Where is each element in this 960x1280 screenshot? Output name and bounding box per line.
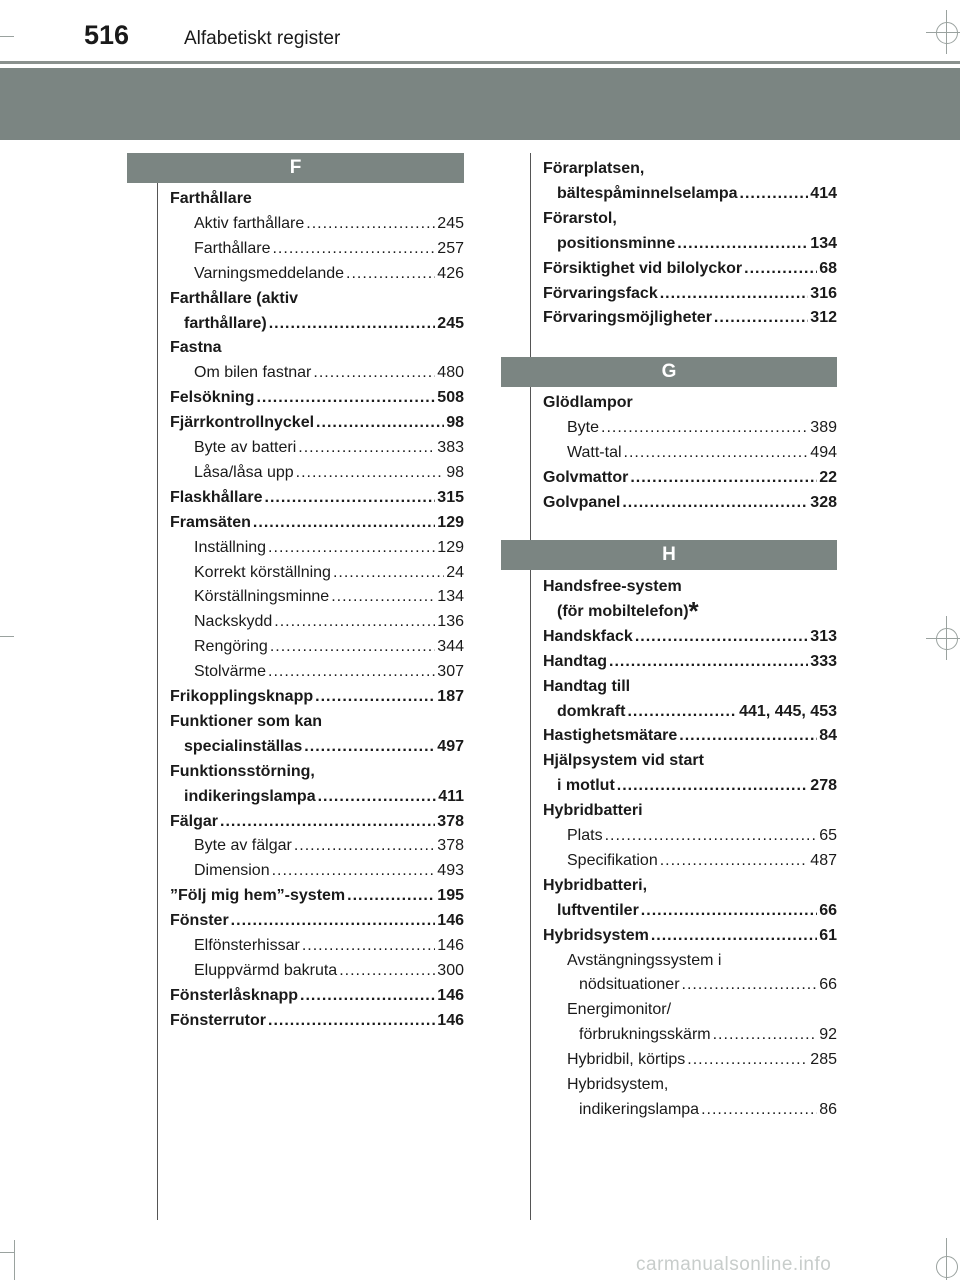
dot-leader xyxy=(306,212,435,237)
index-entry-label: Byte av fälgar xyxy=(194,837,292,855)
index-entry-page: 487 xyxy=(810,851,837,869)
dot-leader xyxy=(630,466,817,491)
index-entry-label: Farthållare xyxy=(194,239,271,257)
index-entry xyxy=(579,973,837,998)
index-entry-label: Dimension xyxy=(194,862,270,880)
index-entry-label: Specifikation xyxy=(567,851,658,869)
index-entry-label: Körställningsminne xyxy=(194,588,330,606)
index-entry-page: 411 xyxy=(438,787,464,805)
index-entry-label: Hybridsystem, xyxy=(567,1076,669,1093)
right-column-rule xyxy=(530,153,531,1220)
dot-leader xyxy=(231,909,436,934)
crop-mark xyxy=(0,36,14,37)
dot-leader xyxy=(268,660,435,685)
index-entry-label: Varningsmeddelande xyxy=(194,264,345,282)
index-entry-page: 328 xyxy=(810,493,837,511)
dot-leader xyxy=(622,491,808,516)
index-entry xyxy=(543,749,704,774)
index-entry xyxy=(543,257,837,282)
index-entry xyxy=(567,998,671,1023)
index-entry-label: nödsituationer xyxy=(579,976,680,994)
index-entry xyxy=(170,386,464,411)
index-entry xyxy=(543,625,837,650)
index-entry-page: 98 xyxy=(446,414,464,432)
index-entry-label: Farthållare (aktiv xyxy=(170,289,299,307)
index-entry xyxy=(170,336,222,361)
dot-leader xyxy=(256,386,435,411)
index-entry xyxy=(543,650,837,675)
index-entry xyxy=(567,1048,837,1073)
dot-leader xyxy=(315,685,435,710)
dot-leader xyxy=(274,610,435,635)
index-entry-label: domkraft xyxy=(557,702,626,720)
crop-mark xyxy=(0,636,14,637)
index-entry-page: 333 xyxy=(810,652,837,670)
index-entry-label: Hybridbil, körtips xyxy=(567,1051,686,1069)
index-entry-label: Korrekt körställning xyxy=(194,563,331,581)
index-entry-label: positionsminne xyxy=(557,234,676,252)
index-entry xyxy=(194,660,464,685)
index-entry xyxy=(543,391,633,416)
registration-circle xyxy=(936,628,958,650)
index-entry-label: Felsökning xyxy=(170,389,255,407)
index-entry xyxy=(170,411,464,436)
dot-leader xyxy=(713,1023,818,1048)
index-entry-page: 61 xyxy=(819,926,837,944)
index-entry-label: Elfönsterhissar xyxy=(194,937,300,954)
left-column-rule xyxy=(157,153,158,1220)
index-entry-page: 480 xyxy=(437,364,464,382)
index-entry xyxy=(194,934,464,959)
dot-leader xyxy=(313,361,435,386)
index-entry-page: 315 xyxy=(437,488,464,506)
index-entry xyxy=(170,287,298,312)
index-entry-page: 312 xyxy=(810,309,837,327)
dot-leader xyxy=(635,625,808,650)
dot-leader xyxy=(302,934,435,959)
index-entry xyxy=(194,859,464,884)
index-entry-page: 508 xyxy=(437,389,464,407)
index-entry-page: 344 xyxy=(437,638,464,656)
index-entry-page: 65 xyxy=(819,827,837,844)
index-entry-page: 187 xyxy=(437,688,464,705)
dot-leader xyxy=(298,436,435,461)
index-entry-page: 426 xyxy=(437,264,464,282)
index-entry-label: (för mobiltelefon) xyxy=(557,602,689,620)
dot-leader xyxy=(346,262,435,287)
index-entry-page: 136 xyxy=(437,613,464,631)
dot-leader xyxy=(627,700,737,725)
index-entry-page: 146 xyxy=(437,1011,464,1029)
index-entry-page: 300 xyxy=(437,961,464,979)
dot-leader xyxy=(617,774,809,799)
index-entry-label: Stolvärme xyxy=(194,663,267,681)
index-entry-label: Förvaringsfack xyxy=(543,284,658,302)
index-entry-label: indikeringslampa xyxy=(184,787,316,805)
index-entry xyxy=(170,760,315,785)
index-entry-page: 86 xyxy=(819,1100,837,1118)
index-entry-label: Funktionsstörning, xyxy=(170,762,315,780)
index-entry xyxy=(543,207,617,232)
dot-leader xyxy=(347,884,435,909)
index-entry-label: ”Följ mig hem”-system xyxy=(170,887,346,905)
index-entry xyxy=(170,710,322,735)
dot-leader xyxy=(744,257,817,282)
letter-header-f: F xyxy=(127,153,464,183)
index-entry-label: Avstängningssystem i xyxy=(567,951,722,969)
index-entry xyxy=(557,899,837,924)
dot-leader xyxy=(304,735,435,760)
index-entry xyxy=(194,834,464,859)
letter-header-g: G xyxy=(501,357,837,387)
index-entry-label: indikeringslampa xyxy=(579,1100,700,1118)
index-entry-page: 195 xyxy=(437,887,464,905)
index-entry-label: Förvaringsmöjligheter xyxy=(543,309,712,327)
dot-leader xyxy=(269,312,436,337)
index-entry xyxy=(194,561,464,586)
crop-mark xyxy=(14,1240,15,1280)
index-entry xyxy=(543,466,837,491)
registration-circle xyxy=(936,22,958,44)
index-entry-page: 414 xyxy=(810,184,837,202)
dot-leader xyxy=(300,984,435,1009)
index-entry xyxy=(170,884,464,909)
index-entry-page: 98 xyxy=(446,463,464,481)
index-entry xyxy=(567,824,837,849)
index-entry-page: 285 xyxy=(810,1051,837,1069)
index-entry-page: 383 xyxy=(437,439,464,456)
index-entry xyxy=(194,635,464,660)
dot-leader xyxy=(331,585,435,610)
index-entry xyxy=(184,735,464,760)
index-entry-label: Byte av batteri xyxy=(194,439,297,456)
index-entry-label: Funktioner som kan xyxy=(170,712,323,730)
dot-leader xyxy=(318,785,437,810)
dot-leader xyxy=(687,1048,808,1073)
index-entry-page: 245 xyxy=(437,214,464,232)
header-rule xyxy=(0,61,960,64)
index-entry-page: 257 xyxy=(437,239,464,257)
dot-leader xyxy=(253,511,435,536)
index-entry-label: Flaskhållare xyxy=(170,488,263,506)
dot-leader xyxy=(316,411,444,436)
index-entry xyxy=(579,1098,837,1123)
index-entry-label: Framsäten xyxy=(170,513,251,531)
index-entry xyxy=(543,306,837,331)
index-entry xyxy=(170,685,464,710)
index-entry xyxy=(194,262,464,287)
index-entry xyxy=(567,849,837,874)
index-entry-label: specialinställas xyxy=(184,737,303,755)
dot-leader xyxy=(624,441,809,466)
dot-leader xyxy=(740,182,809,207)
index-entry xyxy=(170,486,464,511)
index-entry xyxy=(543,157,644,182)
index-entry-label: Fjärrkontrollnyckel xyxy=(170,414,315,432)
index-entry xyxy=(170,984,464,1009)
dot-leader xyxy=(701,1098,817,1123)
index-entry xyxy=(543,874,647,899)
index-entry-label: Förarplatsen, xyxy=(543,160,645,177)
index-entry xyxy=(567,416,837,441)
index-entry xyxy=(184,312,464,337)
index-entry xyxy=(170,187,252,212)
dot-leader xyxy=(294,834,435,859)
header-band xyxy=(0,68,960,140)
dot-leader xyxy=(601,416,808,441)
index-entry-label: Glödlampor xyxy=(543,394,633,411)
dot-leader xyxy=(605,824,818,849)
index-entry xyxy=(194,536,464,561)
index-entry-page: 146 xyxy=(437,986,464,1004)
index-entry-label: Byte xyxy=(567,418,600,436)
watermark: carmanualsonline.info xyxy=(636,1254,832,1275)
section-title: Alfabetiskt register xyxy=(184,28,341,49)
index-entry xyxy=(170,1009,464,1034)
index-entry-label: Eluppvärmd bakruta xyxy=(194,961,338,979)
index-entry-page: 378 xyxy=(437,812,464,830)
dot-leader xyxy=(268,536,435,561)
index-entry-label: Farthållare xyxy=(170,190,252,207)
index-entry-page: 316 xyxy=(810,284,837,302)
index-entry xyxy=(170,511,464,536)
index-entry-page: 245 xyxy=(437,314,464,332)
index-entry-page: 307 xyxy=(437,663,464,681)
index-entry xyxy=(557,232,837,257)
index-entry-label: Fastna xyxy=(170,339,222,357)
index-entry-label: Handtag xyxy=(543,652,607,670)
dot-leader xyxy=(268,1009,435,1034)
index-entry-label: förbrukningsskärm xyxy=(579,1026,711,1044)
dot-leader xyxy=(272,237,435,262)
index-entry xyxy=(557,182,837,207)
index-entry-page: 278 xyxy=(810,777,837,795)
crop-mark xyxy=(0,1252,14,1253)
index-entry-label: Aktiv farthållare xyxy=(194,214,305,232)
index-entry-page: 22 xyxy=(819,468,837,486)
index-entry xyxy=(543,675,630,700)
index-entry xyxy=(194,959,464,984)
dot-leader xyxy=(265,486,436,511)
index-entry-label: i motlut xyxy=(557,777,615,795)
index-entry xyxy=(194,436,464,461)
index-entry xyxy=(543,799,643,824)
index-entry-page: 313 xyxy=(810,627,837,645)
dot-leader xyxy=(682,973,818,998)
index-entry xyxy=(557,700,837,725)
letter-header-h: H xyxy=(501,540,837,570)
index-entry xyxy=(170,909,464,934)
index-entry-page: 66 xyxy=(819,901,837,919)
index-entry xyxy=(567,1073,668,1098)
index-entry-label: Handskfack xyxy=(543,627,633,645)
index-entry-page: 378 xyxy=(437,837,464,855)
index-entry-label: Om bilen fastnar xyxy=(194,364,312,382)
index-entry-label: Nackskydd xyxy=(194,613,273,631)
index-entry xyxy=(567,441,837,466)
index-entry-page: 497 xyxy=(437,737,464,755)
index-entry-label: Inställning xyxy=(194,538,267,556)
index-entry xyxy=(543,724,837,749)
index-entry-page: 389 xyxy=(810,418,837,436)
index-entry xyxy=(194,237,464,262)
dot-leader xyxy=(660,849,809,874)
index-entry-label: Golvmattor xyxy=(543,468,629,486)
dot-leader xyxy=(679,724,817,749)
index-entry xyxy=(543,282,837,307)
index-entry-label: Hybridbatteri xyxy=(543,802,643,820)
index-entry-page: 129 xyxy=(437,538,464,556)
footnote-star: * xyxy=(688,595,699,626)
index-entry-label: Fälgar xyxy=(170,812,219,830)
index-entry-label: Watt-tal xyxy=(567,443,622,461)
index-entry-label: Handtag till xyxy=(543,677,631,695)
index-entry xyxy=(194,212,464,237)
index-entry-page: 134 xyxy=(437,588,464,606)
index-entry-page: 66 xyxy=(819,976,837,994)
dot-leader xyxy=(609,650,808,675)
index-entry xyxy=(543,575,682,600)
index-entry-label: Hybridsystem xyxy=(543,926,649,944)
index-entry-label: Hybridbatteri, xyxy=(543,876,648,894)
index-entry-page: 146 xyxy=(437,937,464,954)
page-number: 516 xyxy=(84,20,130,50)
dot-leader xyxy=(272,859,436,884)
index-entry-page: 441, 445, 453 xyxy=(739,702,837,720)
index-entry-label: Försiktighet vid bilolyckor xyxy=(543,259,743,277)
index-entry-page: 134 xyxy=(810,234,837,252)
index-entry xyxy=(184,785,464,810)
dot-leader xyxy=(651,924,817,949)
dot-leader xyxy=(333,561,444,586)
index-entry-label: Rengöring xyxy=(194,638,268,656)
index-entry xyxy=(170,810,464,835)
index-entry-page: 494 xyxy=(810,443,837,461)
index-entry-label: Hjälpsystem vid start xyxy=(543,752,704,770)
index-entry-page: 493 xyxy=(437,862,464,880)
dot-leader xyxy=(714,306,808,331)
index-entry xyxy=(194,461,464,486)
index-entry xyxy=(579,1023,837,1048)
dot-leader xyxy=(270,635,435,660)
dot-leader xyxy=(660,282,809,307)
index-entry-label: Hastighetsmätare xyxy=(543,727,678,745)
index-entry xyxy=(567,949,721,974)
index-entry xyxy=(194,361,464,386)
dot-leader xyxy=(339,959,435,984)
index-entry-page: 68 xyxy=(819,259,837,277)
index-entry-label: Fönster xyxy=(170,912,229,930)
index-entry-label: farthållare) xyxy=(184,314,267,332)
index-entry-page: 92 xyxy=(819,1026,837,1044)
index-entry xyxy=(543,924,837,949)
dot-leader xyxy=(677,232,808,257)
index-entry xyxy=(543,491,837,516)
dot-leader xyxy=(220,810,435,835)
index-entry-label: bältespåminnelselampa xyxy=(557,184,738,202)
index-entry-label: Handsfree-system xyxy=(543,578,682,595)
index-entry-label: luftventiler xyxy=(557,901,639,919)
index-entry-label: Fönsterlåsknapp xyxy=(170,986,299,1004)
index-entry-label: Plats xyxy=(567,827,603,844)
index-entry-page: 146 xyxy=(437,912,464,930)
index-entry xyxy=(557,774,837,799)
registration-circle xyxy=(936,1256,958,1278)
index-entry-page: 24 xyxy=(446,563,464,581)
dot-leader xyxy=(296,461,445,486)
index-entry-label: Låsa/låsa upp xyxy=(194,463,294,481)
index-entry xyxy=(557,595,699,626)
index-entry xyxy=(194,610,464,635)
index-entry-label: Frikopplingsknapp xyxy=(170,688,314,705)
index-entry-label: Golvpanel xyxy=(543,493,621,511)
index-entry-page: 84 xyxy=(819,727,837,745)
index-entry-label: Energimonitor/ xyxy=(567,1001,672,1019)
index-entry xyxy=(194,585,464,610)
index-entry-page: 129 xyxy=(437,513,464,531)
dot-leader xyxy=(641,899,817,924)
index-entry-label: Förarstol, xyxy=(543,209,617,227)
index-entry-label: Fönsterrutor xyxy=(170,1011,266,1029)
